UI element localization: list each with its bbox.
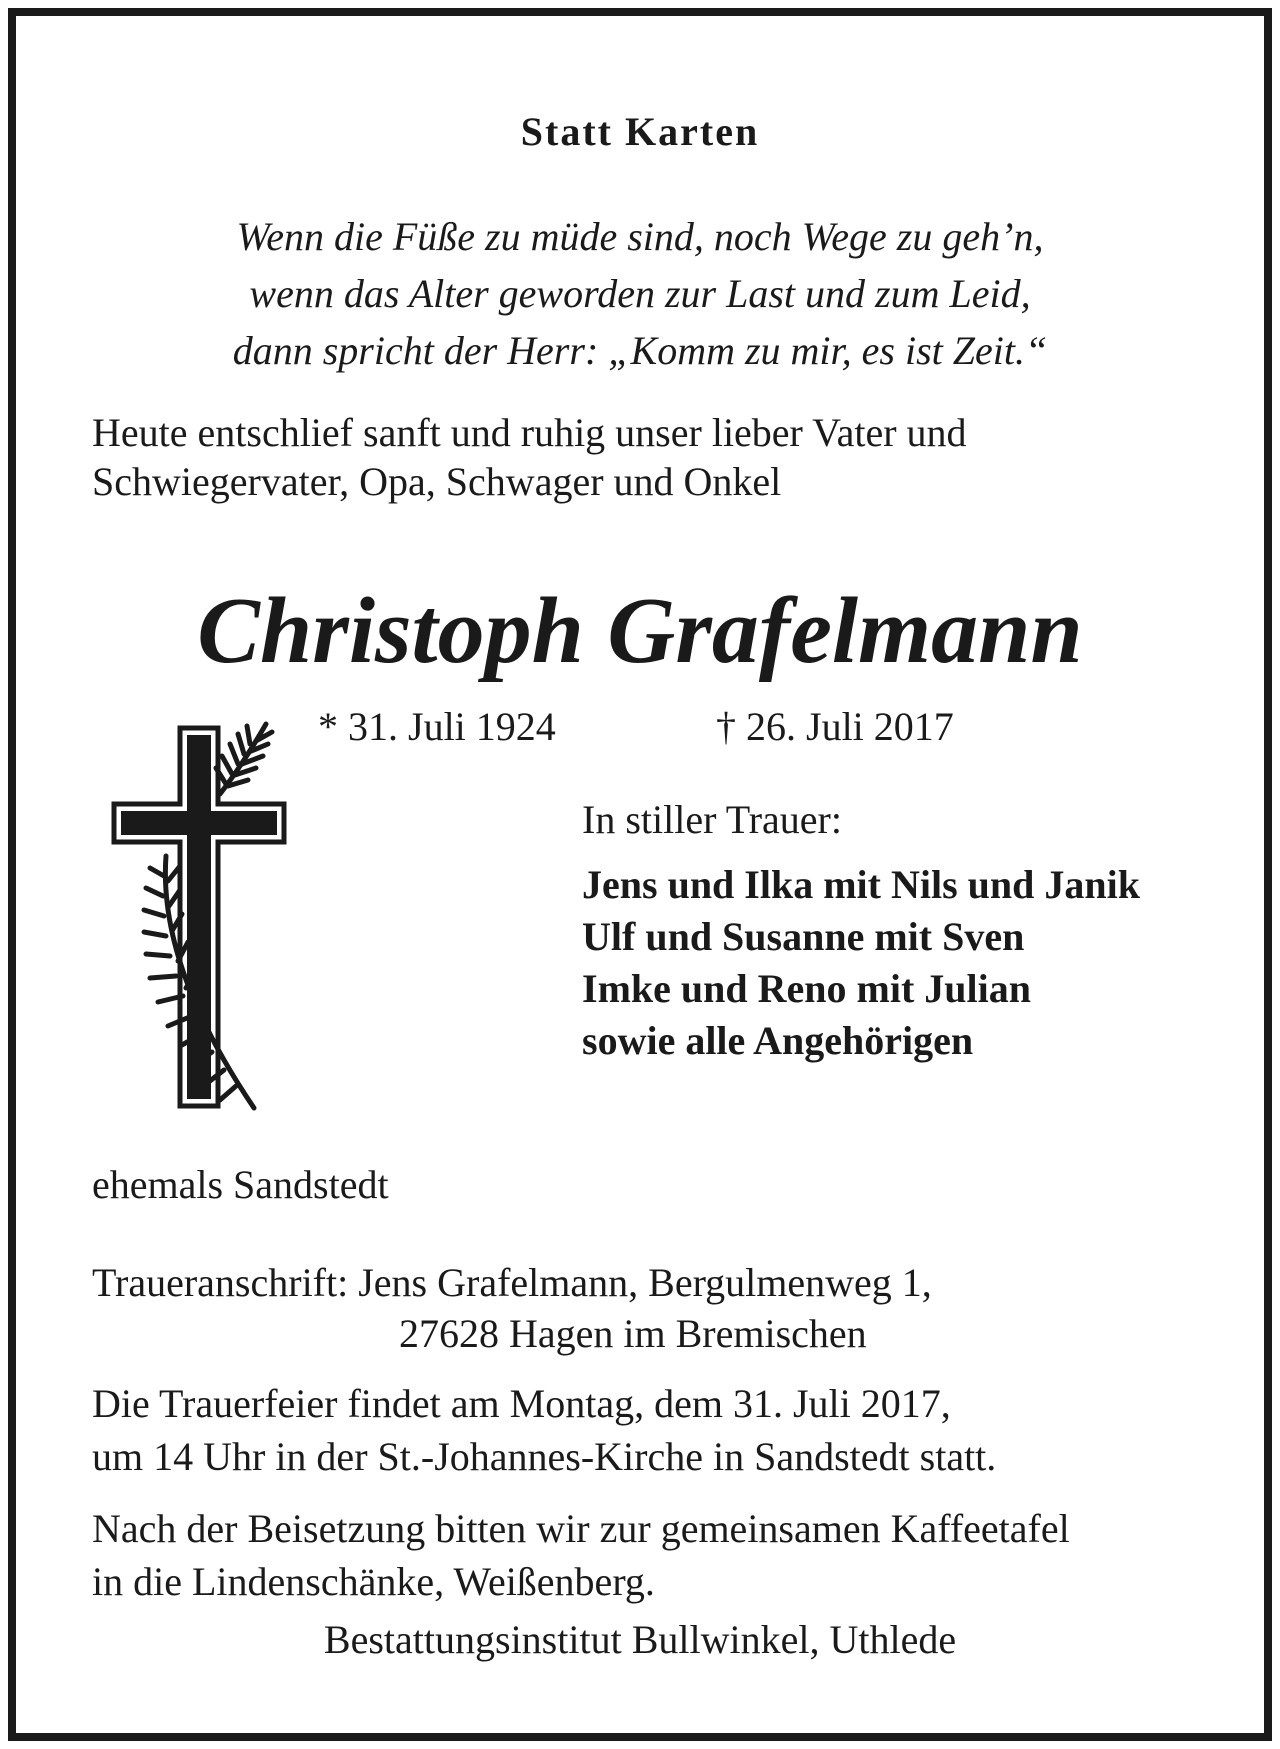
mourner-line: Ulf und Susanne mit Sven (582, 914, 1025, 959)
header-title: Statt Karten (520, 109, 760, 154)
mourning-address-line1: Traueranschrift: Jens Grafelmann, Bergulmenweg 1, (92, 1260, 932, 1305)
poem-line: Wenn die Füße zu müde sind, noch Wege zu geh’n, (236, 214, 1044, 259)
intro-text (92, 408, 967, 506)
intro-line: Schwiegervater, Opa, Schwager und Onkel (92, 459, 782, 504)
deceased-name: Christoph Grafelmann (197, 579, 1083, 683)
poem-line: wenn das Alter geworden zur Last und zum Leid, (249, 271, 1031, 316)
poem-line: dann spricht der Herr: „Komm zu mir, es ist Zeit.“ (232, 328, 1048, 373)
obituary-notice (8, 8, 1272, 1741)
birth-date: * 31. Juli 1924 (318, 704, 556, 749)
poem (16, 208, 1264, 379)
intro-line: Heute entschlief sanft und ruhig unser lieber Vater und (92, 410, 967, 455)
mourner-line: Imke und Reno mit Julian (582, 966, 1031, 1011)
death-date: † 26. Juli 2017 (716, 704, 954, 749)
mourner-line: sowie alle Angehörigen (582, 1018, 974, 1063)
cross-with-palm-icon (108, 716, 298, 1116)
coffee-line: Nach der Beisetzung bitten wir zur gemeinsamen Kaffeetafel (92, 1506, 1070, 1551)
mourning-address-line2: 27628 Hagen im Bremischen (399, 1311, 867, 1356)
ceremony-info (92, 1377, 996, 1483)
mourning-label: In stiller Trauer: (582, 797, 842, 842)
mourner-line: Jens und Ilka mit Nils und Janik (582, 862, 1141, 907)
mourners-list (582, 859, 1140, 1067)
coffee-line: in die Lindenschänke, Weißenberg. (92, 1559, 655, 1604)
coffee-invitation (92, 1502, 1070, 1608)
ceremony-line: Die Trauerfeier findet am Montag, dem 31. Juli 2017, (92, 1381, 951, 1426)
undertaker: Bestattungsinstitut Bullwinkel, Uthlede (323, 1617, 957, 1662)
ceremony-line: um 14 Uhr in der St.-Johannes-Kirche in Sandstedt statt. (92, 1434, 997, 1479)
former-residence: ehemals Sandstedt (92, 1162, 389, 1207)
